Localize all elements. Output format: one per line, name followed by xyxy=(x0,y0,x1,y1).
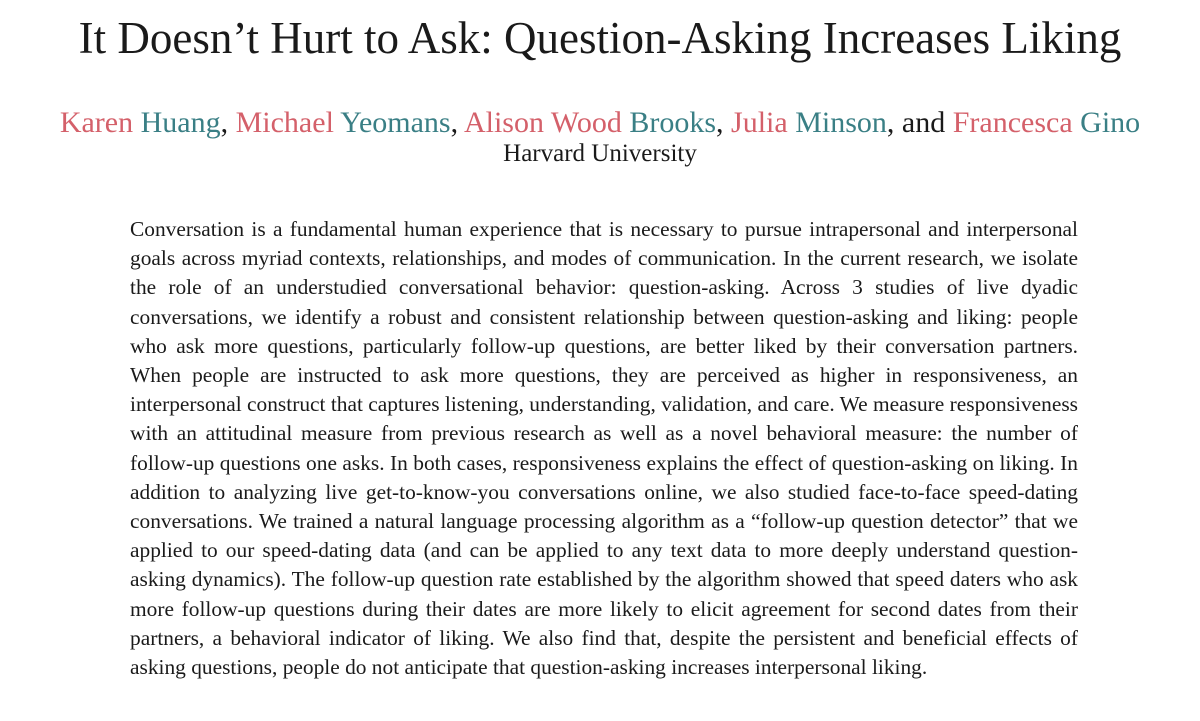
author-4 xyxy=(731,106,887,139)
author-first-name: Michael xyxy=(235,106,334,139)
paper-title: It Doesn’t Hurt to Ask: Question-Asking Increases Liking xyxy=(78,13,1122,63)
author-first-name: Julia xyxy=(731,106,788,139)
author-3 xyxy=(464,106,716,139)
abstract: Conversation is a fundamental human experience that is necessary to pursue intrapersonal and interpersonal goals across myriad contexts, relationships, and modes of communication. In the current research, we isolate the role of an understudied conversational behavior: question-asking. Across 3 studies of live dyadic conversations, we identify a robust and consistent relationship between question-asking and liking: people who ask more questions, particularly follow-up questions, are better liked by their conversation partners. When people are instructed to ask more questions, they are perceived as higher in responsiveness, an interpersonal construct that captures listening, understanding, validation, and care. We measure responsiveness with an attitudinal measure from previous research as well as a novel behavioral measure: the number of follow-up questions one asks. In both cases, responsiveness explains the effect of question-asking on liking. In addition to analyzing live get-to-know-you conversations online, we also studied face-to-face speed-dating conversations. We trained a natural language processing algorithm as a “follow-up question detector” that we applied to our speed-dating data (and can be applied to any text data to more deeply understand question-asking dynamics). The follow-up question rate established by the algorithm showed that speed daters who ask more follow-up questions during their dates are more likely to elicit agreement for second dates from their partners, a behavioral indicator of liking. We also find that, despite the persistent and beneficial effects of asking questions, people do not anticipate that question-asking increases interpersonal liking. xyxy=(130,217,1078,680)
author-last-name: Yeomans xyxy=(340,106,451,139)
author-5 xyxy=(953,106,1140,139)
author-first-name: Francesca xyxy=(952,106,1073,139)
author-separator: , xyxy=(220,106,236,139)
author-last-name: Gino xyxy=(1080,106,1141,139)
author-separator: , xyxy=(450,106,464,139)
author-last-name: Minson xyxy=(795,106,887,139)
author-1 xyxy=(60,106,221,139)
author-separator: , xyxy=(716,106,732,139)
author-last-name: Brooks xyxy=(629,106,717,139)
author-last-name: Huang xyxy=(140,106,221,139)
author-2 xyxy=(236,106,451,139)
author-first-name: Alison Wood xyxy=(463,106,622,139)
author-list xyxy=(0,105,1200,141)
affiliation: Harvard University xyxy=(503,140,697,167)
author-final-separator: , and xyxy=(886,106,953,139)
author-first-name: Karen xyxy=(59,106,134,139)
